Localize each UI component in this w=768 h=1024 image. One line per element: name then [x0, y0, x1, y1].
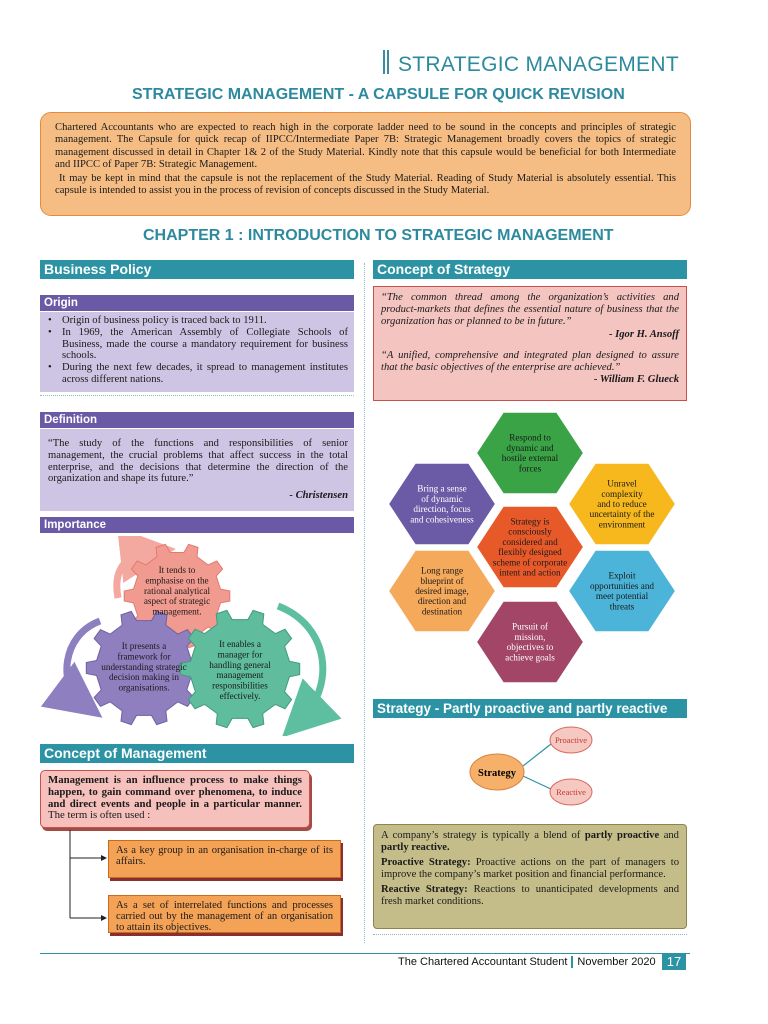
intro-paragraph-1: Chartered Accountants who are expected to reach high in the corporate ladder need to be sound in the concepts and principles of strategic management. The Capsule for quick recap of IIPCC/Intermediate Paper 7B: Strategic Management broadly covers the topics of strategic management discussed in detail in Chapter 1& 2 of the Study Material. Kindly note that this capsule would be beneficial for both Intermediate and IIPCC of Paper 7B: Strategic Management.	[55, 122, 676, 171]
strategy-type-diagram	[373, 722, 687, 820]
ansoff-quote: “The common thread among the organization’s activities and product-markets that defines the essential nature of business that the organization has or planned to be in future.”	[381, 292, 679, 328]
footer-text	[398, 956, 656, 968]
origin-item: • In 1969, the American Assembly of Collegiate Schools of Business, made the course a mandatory requirement for business schools.	[48, 327, 348, 362]
hex-pursuit-label: Pursuit of mission, objectives to achieve goals	[505, 621, 555, 663]
strategy-hexagon-diagram	[373, 405, 687, 690]
management-usage-item-2: As a set of interrelated functions and processes carried out by the management of an organisation to attain its objectives.	[108, 895, 341, 933]
reactive-node-label: Reactive	[556, 787, 586, 797]
definition-heading: Definition	[40, 412, 354, 428]
footer-separator	[571, 956, 573, 968]
management-definition-bold: Management is an influence process to make things happen, to gain command over phenomena, to induce and direct events and people in a particular manner.	[48, 774, 302, 810]
glueck-quote-author: - William F. Glueck	[593, 374, 679, 386]
management-connector	[60, 830, 110, 930]
hex-unravel-label: Unravel complexity and to reduce uncertainty of the environment	[589, 478, 655, 530]
origin-heading: Origin	[40, 295, 354, 311]
proactive-strategy-text: Proactive actions on the part of managers to improve the company’s market position and financial performance.	[381, 857, 679, 880]
origin-item: • During the next few decades, it spread to management institutes across different nations.	[48, 362, 348, 386]
importance-heading: Importance	[40, 517, 354, 533]
hex-center-label: Strategy is consciously considered and flexibly designed scheme of corporate intent and action	[492, 516, 568, 578]
blend-prefix: A company’s strategy is typically a blend of	[381, 830, 585, 841]
business-policy-heading: Business Policy	[40, 260, 354, 279]
concept-of-management-heading: Concept of Management	[40, 744, 354, 763]
importance-gears-diagram	[40, 536, 354, 736]
strategy-divider	[373, 934, 687, 935]
definition-text: “The study of the functions and responsibilities of senior management, the crucial problems that affect success in the total enterprise, and the decisions that determine the direction of the organization and shape its future.”	[48, 438, 348, 485]
strategy-type-heading: Strategy - Partly proactive and partly reactive	[373, 699, 687, 718]
footer-publication: The Chartered Accountant Student	[398, 956, 568, 968]
header-divider-bars	[383, 50, 389, 74]
strategy-quotes-box	[373, 286, 687, 401]
hex-sense-label: Bring a sense of dynamic direction, focus and cohesiveness	[410, 483, 474, 525]
footer-line	[40, 953, 690, 954]
column-divider	[364, 263, 365, 943]
proactive-strategy-label: Proactive Strategy:	[381, 857, 471, 869]
origin-box	[40, 312, 354, 392]
footer-issue: November 2020	[577, 956, 656, 968]
management-definition-box	[40, 770, 310, 828]
blend-proactive: partly proactive	[584, 830, 660, 841]
capsule-title: STRATEGIC MANAGEMENT - A CAPSULE FOR QUICK REVISION	[132, 86, 625, 103]
reactive-strategy-label: Reactive Strategy:	[381, 884, 468, 896]
concept-of-strategy-heading: Concept of Strategy	[373, 260, 687, 279]
management-usage-item-1: As a key group in an organisation in-charge of its affairs.	[108, 840, 341, 878]
gear-top-label: It tends to emphasise on the rational analytical aspect of strategic management.	[143, 565, 211, 617]
glueck-quote: “A unified, comprehensive and integrated plan designed to assure that the basic objectives of the enterprise are achieved.”	[381, 349, 679, 374]
intro-box	[40, 112, 691, 216]
intro-paragraph-2: It may be kept in mind that the capsule is not the replacement of the Study Material. Reading of Study Material is absolutely essential. This capsule is intended to assist you in the process of revision of concepts discussed in the Study Material.	[55, 172, 676, 197]
origin-item: • Origin of business policy is traced back to 1911.	[48, 315, 348, 327]
origin-divider	[40, 395, 354, 396]
gear-right-label: It enables a manager for handling general management responsibilities effectively.	[209, 639, 271, 701]
page-number: 17	[662, 953, 686, 970]
ansoff-quote-author: - Igor H. Ansoff	[608, 328, 679, 340]
blend-and: and	[659, 830, 679, 841]
definition-author: - Christensen	[289, 490, 348, 502]
blend-reactive: partly reactive.	[381, 841, 450, 853]
definition-box	[40, 429, 354, 511]
hex-respond-label: Respond to dynamic and hostile external forces	[501, 432, 559, 474]
section-title: STRATEGIC MANAGEMENT	[398, 53, 679, 76]
management-definition-rest: The term is often used :	[48, 809, 151, 822]
gear-left-label: It presents a framework for understanding strategic decision making in organisations.	[101, 641, 187, 693]
chapter-title: CHAPTER 1 : INTRODUCTION TO STRATEGIC MANAGEMENT	[143, 227, 614, 244]
hex-blueprint-label: Long range blueprint of desired image, direction and destination	[415, 565, 469, 617]
hex-exploit-label: Exploit opportunities and meet potential threats	[589, 570, 655, 612]
reactive-strategy-text: Reactions to unanticipated developments and fresh market conditions.	[381, 884, 679, 907]
strategy-node-label: Strategy	[478, 768, 516, 779]
proactive-node-label: Proactive	[554, 735, 588, 745]
strategy-blend-box	[373, 824, 687, 929]
